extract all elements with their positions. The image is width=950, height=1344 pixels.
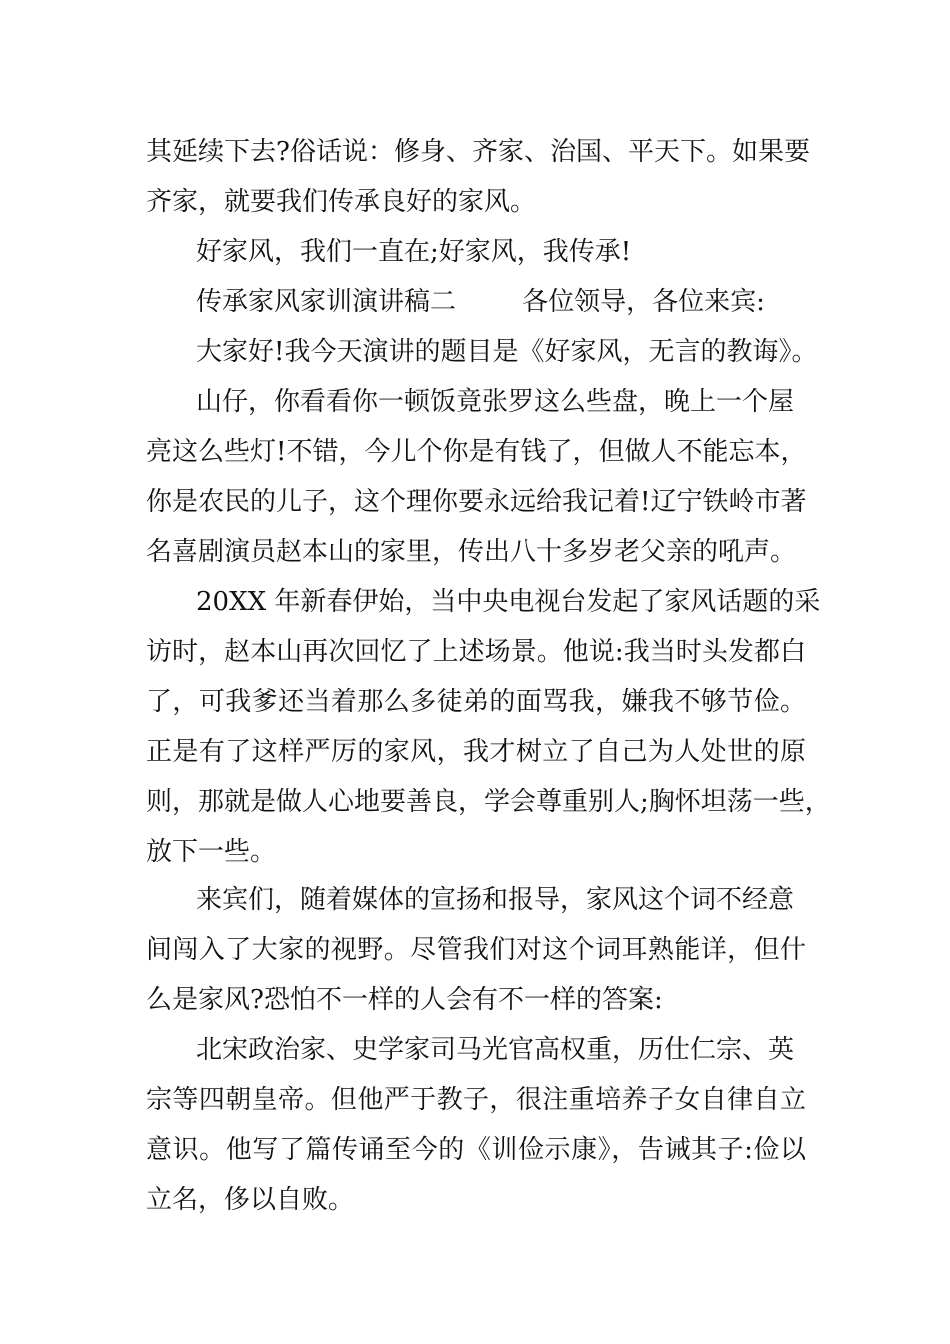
text-line: 放下一些。 [146, 837, 277, 867]
text-line: 山仔，你看看你一顿饭竟张罗这么些盘，晚上一个屋 [196, 387, 795, 417]
text-line: 间闯入了大家的视野。尽管我们对这个词耳熟能详，但什 [146, 935, 806, 965]
text-line: 正是有了这样严厉的家风，我才树立了自己为人处世的原 [146, 737, 806, 767]
text-line: 来宾们，随着媒体的宣扬和报导，家风这个词不经意 [196, 885, 795, 915]
text-line: 北宋政治家、史学家司马光官高权重，历仕仁宗、英 [196, 1035, 795, 1065]
text-line: 亮这么些灯!不错，今儿个你是有钱了，但做人不能忘本， [146, 437, 807, 467]
text-line: 其延续下去?俗话说：修身、齐家、治国、平天下。如果要 [146, 137, 810, 167]
text-line: 意识。他写了篇传诵至今的《训俭示康》，告诫其子:俭以 [146, 1135, 806, 1165]
text-line: 传承家风家训演讲稿二 各位领导，各位来宾: [196, 287, 765, 317]
text-line: 则，那就是做人心地要善良，学会尊重别人;胸怀坦荡一些， [146, 787, 831, 817]
text-line: 好家风，我们一直在;好家风，我传承! [196, 237, 632, 267]
text-line: 20XX 年新春伊始，当中央电视台发起了家风话题的采 [196, 587, 821, 617]
text-line: 了，可我爹还当着那么多徒弟的面骂我，嫌我不够节俭。 [146, 687, 806, 717]
text-line: 名喜剧演员赵本山的家里，传出八十多岁老父亲的吼声。 [146, 537, 797, 567]
text-line: 你是农民的儿子，这个理你要永远给我记着!辽宁铁岭市著 [146, 487, 807, 517]
text-line: 么是家风?恐怕不一样的人会有不一样的答案: [146, 985, 663, 1015]
text-line: 齐家，就要我们传承良好的家风。 [146, 187, 537, 217]
text-line: 立名，侈以自败。 [146, 1185, 355, 1215]
text-line: 宗等四朝皇帝。但他严于教子，很注重培养子女自律自立 [146, 1085, 806, 1115]
text-line: 访时，赵本山再次回忆了上述场景。他说:我当时头发都白 [146, 637, 806, 667]
text-line: 大家好!我今天演讲的题目是《好家风，无言的教诲》。 [196, 337, 818, 367]
